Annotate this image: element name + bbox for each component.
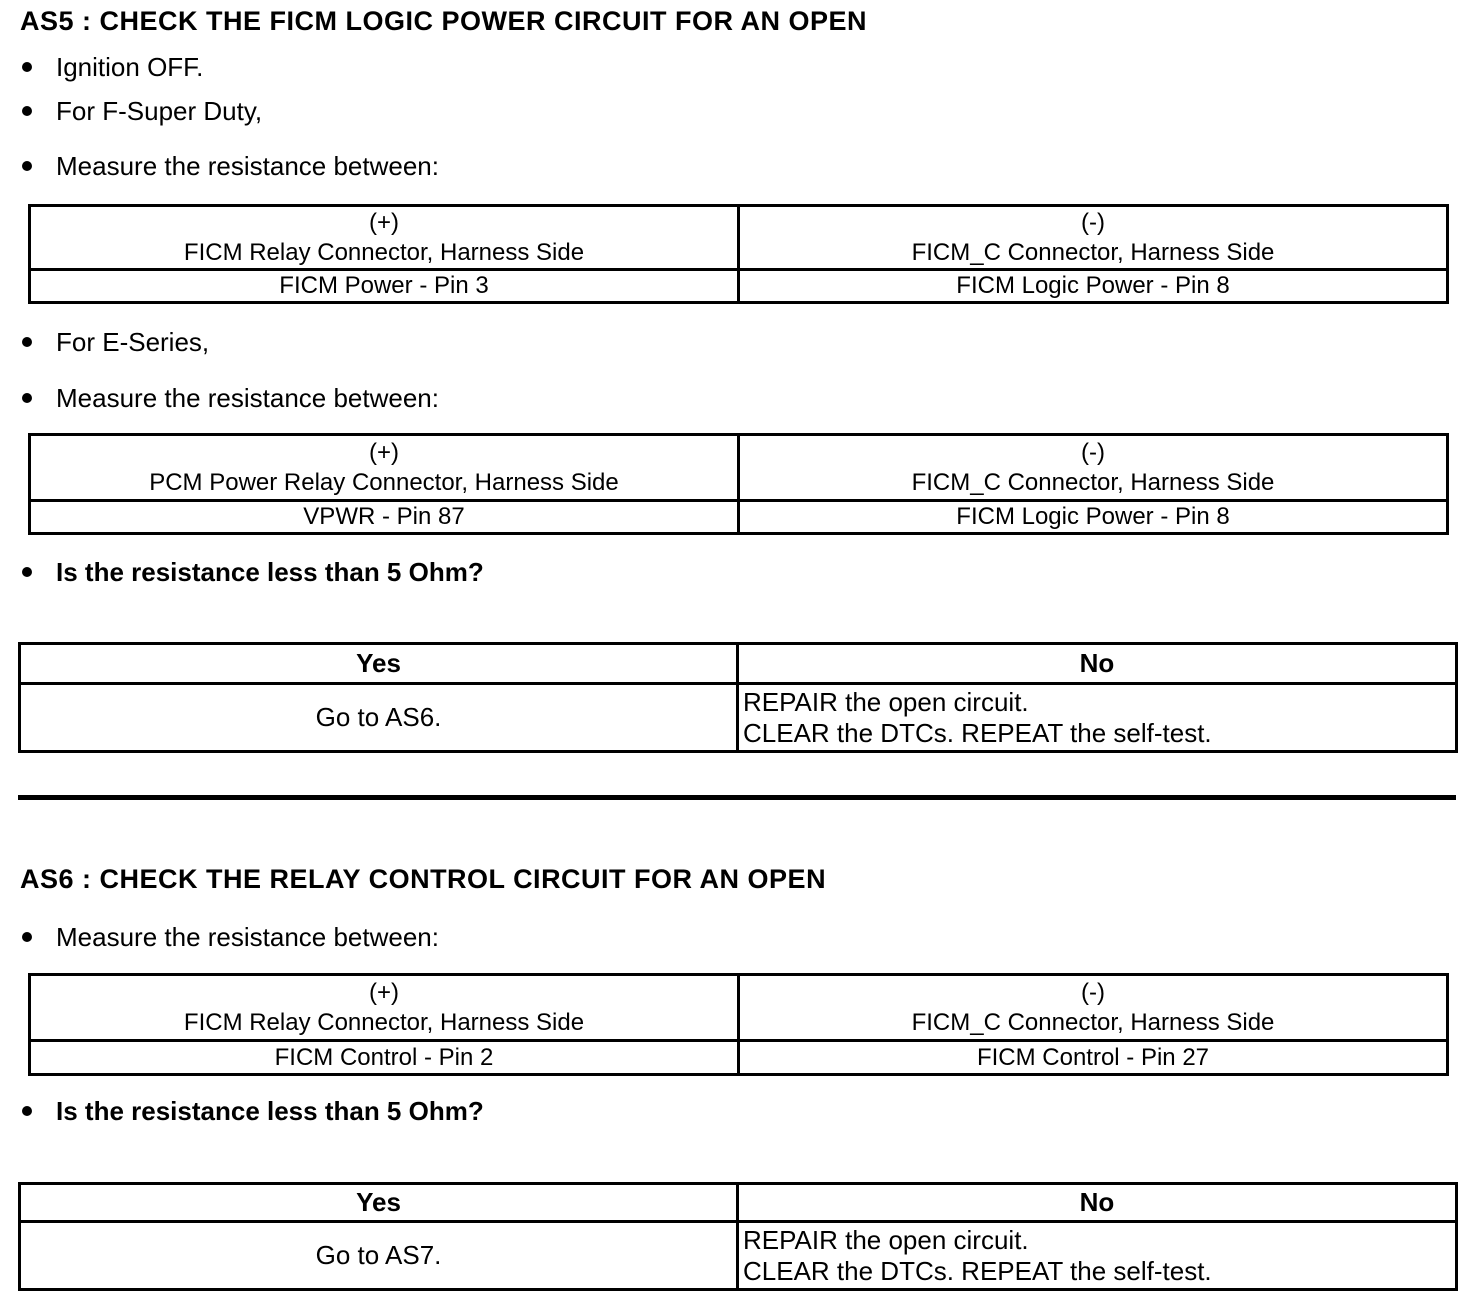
bullet-icon: [22, 932, 32, 942]
as5-heading: AS5 : CHECK THE FICM LOGIC POWER CIRCUIT FOR AN OPEN: [20, 6, 868, 36]
decision-yes-action: Go to AS7.: [20, 1222, 738, 1290]
as6-question: Is the resistance less than 5 Ohm?: [22, 1096, 484, 1126]
as6-decision-table: [18, 1182, 1458, 1291]
bullet-icon: [22, 337, 32, 347]
table-cell-positive-pin: FICM Control - Pin 2: [30, 1041, 739, 1075]
bullet-icon: [22, 567, 32, 577]
table-cell-positive-pin: VPWR - Pin 87: [30, 501, 739, 534]
as5-measure-table-eseries: [28, 433, 1449, 535]
table-header-negative: (-) FICM_C Connector, Harness Side: [739, 975, 1448, 1041]
as5-bullet-fsuper: For F-Super Duty,: [22, 96, 262, 126]
decision-yes-header: Yes: [20, 1184, 738, 1222]
as6-bullet-measure: Measure the resistance between:: [22, 922, 439, 952]
as5-bullet-ignition: Ignition OFF.: [22, 52, 203, 82]
table-cell-negative-pin: FICM Logic Power - Pin 8: [739, 501, 1448, 534]
as5-bullet-eseries: For E-Series,: [22, 327, 209, 357]
table-cell-negative-pin: FICM Control - Pin 27: [739, 1041, 1448, 1075]
as5-bullet-measure: Measure the resistance between:: [22, 151, 439, 181]
as6-measure-table: [28, 973, 1449, 1076]
as5-question: Is the resistance less than 5 Ohm?: [22, 557, 484, 587]
decision-yes-action: Go to AS6.: [20, 684, 738, 752]
table-header-positive: (+) PCM Power Relay Connector, Harness Side: [30, 435, 739, 501]
as5-decision-table: [18, 642, 1458, 753]
bullet-icon: [22, 1106, 32, 1116]
as5-bullet-measure-2: Measure the resistance between:: [22, 383, 439, 413]
table-header-positive: (+) FICM Relay Connector, Harness Side: [30, 206, 739, 270]
bullet-icon: [22, 62, 32, 72]
decision-no-action: REPAIR the open circuit. CLEAR the DTCs. REPEAT the self-test.: [738, 1222, 1457, 1290]
bullet-icon: [22, 393, 32, 403]
as5-measure-table-fsuper: [28, 204, 1449, 304]
table-cell-positive-pin: FICM Power - Pin 3: [30, 270, 739, 303]
table-header-positive: (+) FICM Relay Connector, Harness Side: [30, 975, 739, 1041]
table-header-negative: (-) FICM_C Connector, Harness Side: [739, 435, 1448, 501]
decision-no-header: No: [738, 644, 1457, 684]
table-header-negative: (-) FICM_C Connector, Harness Side: [739, 206, 1448, 270]
bullet-icon: [22, 106, 32, 116]
decision-no-header: No: [738, 1184, 1457, 1222]
table-cell-negative-pin: FICM Logic Power - Pin 8: [739, 270, 1448, 303]
decision-no-action: REPAIR the open circuit. CLEAR the DTCs. REPEAT the self-test.: [738, 684, 1457, 752]
section-divider: [18, 795, 1456, 800]
bullet-icon: [22, 161, 32, 171]
as6-heading: AS6 : CHECK THE RELAY CONTROL CIRCUIT FOR AN OPEN: [20, 864, 827, 894]
decision-yes-header: Yes: [20, 644, 738, 684]
